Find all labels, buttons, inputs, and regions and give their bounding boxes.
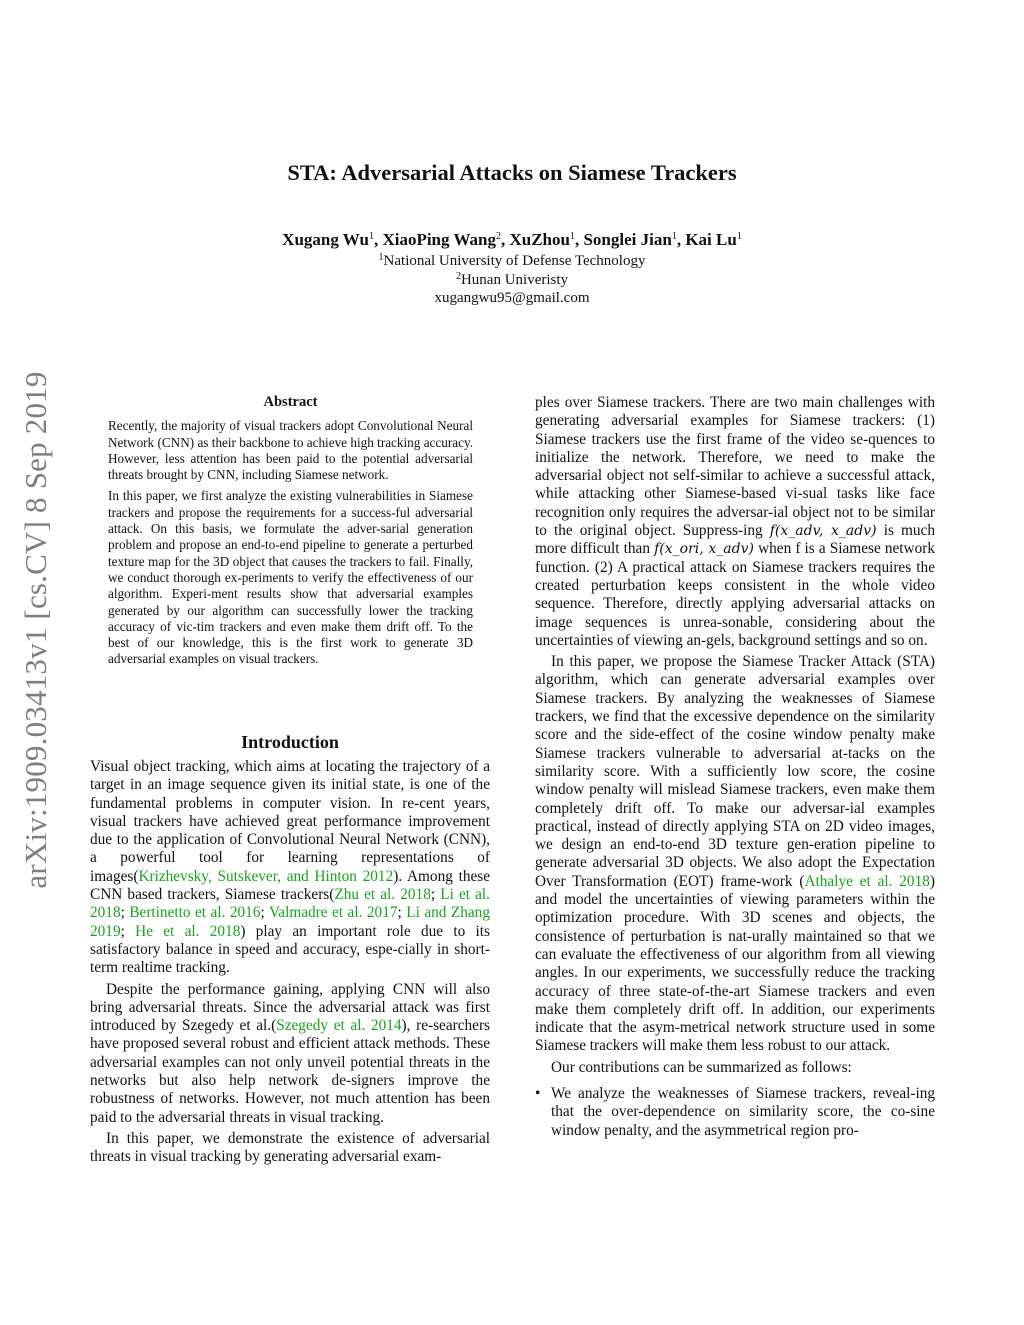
intro-paragraph-2 (90, 981, 490, 1127)
contributions-list (535, 1085, 935, 1140)
author-name: XuZhou (509, 230, 570, 249)
text-run: ). Among these CNN based trackers, Siamese trackers( (90, 867, 490, 904)
right-column (535, 394, 935, 1140)
list-item (535, 1085, 935, 1140)
author-affiliation-mark: 1 (736, 231, 742, 242)
citation-link[interactable]: Bertinetto et al. 2016 (129, 904, 261, 922)
citation-link[interactable]: Krizhevsky, Sutskever, and Hinton 2012 (138, 867, 394, 885)
affiliation-2 (0, 271, 1024, 289)
bullet-mark: • (535, 1084, 541, 1102)
author-name: Songlei Jian (583, 230, 672, 249)
author-name: Kai Lu (685, 230, 737, 249)
author-email: xugangwu95@gmail.com (434, 290, 590, 306)
text-run: ; (397, 904, 407, 922)
text-run: ), re-searchers have proposed several robust and efficient attack methods. These adversarial examples can not only unveil potential threats in the networks but also help network de-signers improve the robustness of networks. However, not much attention has been paid to the adversarial threats in visual tracking. (90, 1017, 490, 1126)
text-run: ; (260, 904, 269, 922)
author-affiliation-mark: 1 (671, 231, 677, 242)
citation-link[interactable]: Zhu et al. 2018 (334, 886, 431, 904)
abstract-paragraph-2: In this paper, we first analyze the existing vulnerabilities in Siamese trackers and propose the requirements for a success-ful adversarial attack. On this basis, we formulate the adver-sarial generation problem and propose an end-to-end pipeline to generate a perturbed texture map for the 3D object that causes the trackers to fail. Finally, we conduct thorough ex-periments to verify the effectiveness of our algorithm. Experi-ment results show that adversarial examples generated by our algorithm can successfully lower the tracking accuracy of vic-tim trackers and even make them drift off. To the best of our knowledge, this is the first work to generate 3D adversarial examples on visual trackers. (108, 488, 473, 667)
citation-link[interactable]: He et al. 2018 (135, 922, 241, 940)
intro-paragraph-1 (90, 758, 490, 978)
text-run: Despite the performance gaining, applying CNN will also bring adversarial threats. Since the adversarial attack was first introduced by Szegedy et al.( (90, 980, 490, 1035)
author-affiliation-mark: 1 (569, 231, 575, 242)
citation-link[interactable]: Szegedy et al. 2014 (276, 1017, 402, 1035)
arxiv-stamp (0, 260, 72, 1000)
citation-link[interactable]: Li et al. 2018 (90, 886, 490, 922)
text-run: ; (430, 886, 441, 904)
text-run: ) and model the uncertainties of viewing parameters within the optimization procedure. With 3D scenes and objects, the consistence of perturbation is nat-urally maintained so that we can evaluate the effectiveness of our algorithm from all viewing angles. In our experiments, we successfully reduce the tracking accuracy of three state-of-the-art Siamese trackers and even make them completely drift off. In addition, our experiments indicate that the asym-metrical network structure used in some Siamese trackers will make them less robust to our attack. (535, 872, 935, 1055)
text-run: is much more difficult than (535, 522, 935, 558)
affiliation-name: National University of Defense Technology (383, 253, 646, 269)
citation-link[interactable]: Athalye et al. 2018 (804, 872, 930, 890)
right-paragraph-2 (535, 653, 935, 1056)
abstract-paragraph-1: Recently, the majority of visual trackers adopt Convolutional Neural Network (CNN) as their backbone to achieve high tracking accuracy. However, less attention has been paid to the potential adversarial threats brought by CNN, including Siamese network. (108, 418, 473, 483)
author-affiliation-mark: 1 (368, 231, 374, 242)
arxiv-stamp-text: arXiv:1909.03413v1 [cs.CV] 8 Sep 2019 (18, 371, 53, 889)
affiliation-mark: 2 (455, 271, 461, 282)
intro-paragraph-3: In this paper, we demonstrate the existence of adversarial threats in visual tracking by generating adversarial exam- (90, 1129, 490, 1166)
author-list: Xugang Wu$^1$, XiaoPing Wang$^2$, XuZhou$^1$, Songlei Jian$^1$, Kai Lu$^1$ (282, 230, 742, 249)
affiliation-1 (0, 252, 1024, 270)
affiliation-mark: 1 (378, 252, 384, 263)
text-run: ; (120, 922, 136, 940)
text-run: ples over Siamese trackers. There are two main challenges with generating adversarial examples for Siamese trackers: (1) Siamese trackers use the first frame of the video se-quences to initialize the network. Therefore, we need to make the adversarial object not self-similar to achieve a successful attack, while attacking other Siamese-based vi-sual tasks like face recognition only requires the adversar-ial object not to be similar to the original object. Suppress-ing (535, 394, 935, 540)
text-run: In this paper, we propose the Siamese Tracker Attack (STA) algorithm, which can generate adversarial examples over Siamese trackers. By analyzing the weaknesses of Siamese trackers, we find that the excessive dependence on the similarity score and the side-effect of the cosine window penalty make Siamese trackers vulnerable to adversarial at-tacks on the similarity score. With a sufficiently low score, the cosine window penalty will mislead Siamese trackers, even make them completely drift off. To make our adversar-ial examples practical, instead of directly applying STA on 2D video images, we design an end-to-end 3D texture gen-eration pipeline to generate adversarial 3D objects. We also adopt the Expectation Over Transformation (EOT) frame-work ( (535, 653, 935, 890)
math-expression: f(x_adv, x_adv) (769, 523, 877, 540)
citation-link[interactable]: Valmadre et al. 2017 (268, 904, 398, 922)
author-name: XiaoPing Wang (382, 230, 496, 249)
author-name: Xugang Wu (282, 230, 369, 249)
text-run: ; (120, 904, 130, 922)
abstract-heading: Abstract (263, 394, 318, 410)
left-column (90, 730, 490, 1167)
math-expression: f(x_ori, x_adv) (654, 541, 754, 558)
introduction-heading: Introduction (241, 732, 339, 752)
list-item-text: We analyze the weaknesses of Siamese trackers, reveal-ing that the over-dependence on similarity score, the co-sine window penalty, and the asymmetrical region pro- (551, 1084, 935, 1139)
affiliation-name: Hunan Univeristy (460, 272, 569, 288)
text-run: Visual object tracking, which aims at locating the trajectory of a target in an image sequence given its initial state, is one of the fundamental problems in computer vision. In re-cent years, visual trackers have achieved great performance improvement due to the application of Convolutional Neural Network (CNN), a powerful tool for learning representations of images( (90, 758, 490, 885)
text-run: when f is a Siamese network function. (2) A practical attack on Siamese trackers requires the created perturbation keeps consistent in the whole video sequence. Therefore, directly applying adversarial attacks on image sequences is unrea-sonable, considering about the uncertainties of viewing an-gels, background settings and so on. (535, 540, 935, 649)
author-affiliation-mark: 2 (495, 231, 501, 242)
text-run: ) play an important role due to its satisfactory balance in speed and accuracy, espe-cially in short-term realtime tracking. (90, 922, 490, 977)
right-paragraph-3: Our contributions can be summarized as follows: (551, 1058, 852, 1076)
abstract-section (108, 394, 473, 673)
paper-title: STA: Adversarial Attacks on Siamese Trackers (287, 160, 737, 185)
citation-link[interactable]: Li and Zhang 2019 (90, 904, 490, 940)
right-paragraph-1 (535, 394, 935, 650)
